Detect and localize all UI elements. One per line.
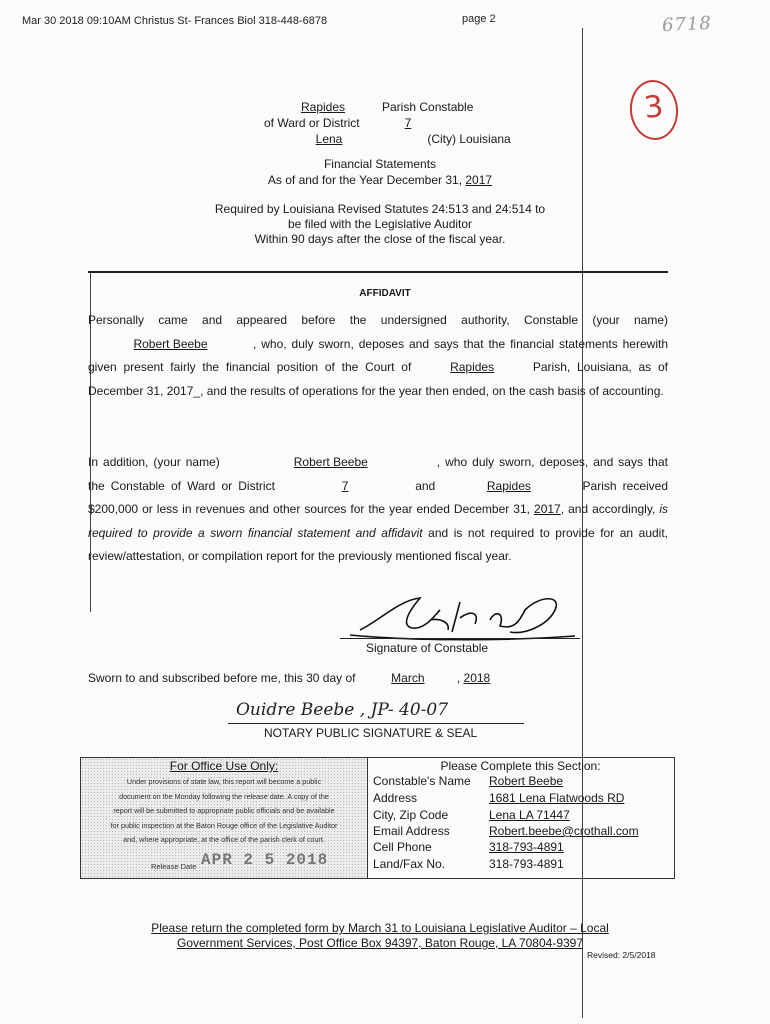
contact-value-email: Robert.beebe@crothall.com xyxy=(489,824,639,838)
affidavit-paragraph-1: Personally came and appeared before the undersigned authority, Constable (your name) Robert Beebe , who, duly sworn, deposes and says that the financial statements herewith given present fairly the financial position of the Court of Rapides Parish, Louisiana, as of December 31, 2017_, and the results of operations for the year then ended, on the cash basis of accounting. xyxy=(88,313,668,398)
contact-label-email: Email Address xyxy=(373,824,450,838)
constable-name-fill-2: Robert Beebe xyxy=(293,455,368,469)
ward-value: 7 xyxy=(404,116,412,130)
parish-label: Parish Constable xyxy=(382,100,474,114)
sworn-month: March xyxy=(391,671,425,685)
as-of-line: As of and for the Year December 31, 2017 xyxy=(267,173,493,187)
contact-label-address: Address xyxy=(373,791,418,805)
fax-header-line: Mar 30 2018 09:10AM Christus St- Frances Biol 318-448-6878 xyxy=(22,15,328,27)
office-contact-box xyxy=(80,757,675,879)
sworn-line: Sworn to and subscribed before me, this 30 day of March , 2018 xyxy=(88,671,491,685)
required-line-2: be filed with the Legislative Auditor xyxy=(287,217,473,231)
statement-year: 2017 xyxy=(465,173,493,187)
notary-label: NOTARY PUBLIC SIGNATURE & SEAL xyxy=(264,726,478,740)
handwritten-number: 6718 xyxy=(661,12,713,37)
court-parish-fill: Rapides xyxy=(450,360,495,374)
signature-label: Signature of Constable xyxy=(366,641,489,655)
office-use-notice: Under provisions of state law, this report will become a public document on the Monday following the release date. A copy of the report will be submitted to appropriate public officials and be available for public inspection at the Baton Rouge office of the Legislative Auditor and, where appropriate, at the office of the parish clerk of court. xyxy=(110,777,338,844)
office-use-panel xyxy=(81,758,368,878)
title-city-line xyxy=(234,132,511,146)
fax-page-number: page 2 xyxy=(462,13,496,25)
contact-value-name: Robert Beebe xyxy=(489,774,564,788)
section-divider xyxy=(88,271,668,273)
contact-value-city: Lena LA 71447 xyxy=(489,808,570,822)
ward-fill: 7 xyxy=(341,478,349,493)
contact-value-cell: 318-793-4891 xyxy=(489,840,564,854)
footer-instruction-line-2: Government Services, Post Office Box 94397, Baton Rouge, LA 70804-9397 xyxy=(176,936,584,950)
parish-value: Rapides xyxy=(300,100,346,114)
notary-handwritten-signature: Ouidre Beebe , JP- 40-07 xyxy=(236,700,449,720)
office-use-title: For Office Use Only: xyxy=(169,759,279,773)
ward-label: of Ward or District xyxy=(264,116,360,130)
revised-date: Revised: 2/5/2018 xyxy=(587,950,656,960)
footer-instruction-line-1: Please return the completed form by March 31 to Louisiana Legislative Auditor – Local xyxy=(151,921,609,935)
contact-label-city: City, Zip Code xyxy=(373,808,449,822)
contact-label-cell: Cell Phone xyxy=(373,840,432,854)
required-line-1: Required by Louisiana Revised Statutes 24:513 and 24:514 to xyxy=(214,202,546,216)
release-date-label: Release Date xyxy=(151,862,197,871)
year-fill: 2017 xyxy=(534,502,561,516)
contact-value-address: 1681 Lena Flatwoods RD xyxy=(489,791,625,805)
parish-fill-2: Rapides xyxy=(486,478,531,493)
required-line-3: Within 90 days after the close of the fiscal year. xyxy=(254,232,506,246)
title-ward-line xyxy=(264,116,453,130)
constable-signature-line xyxy=(340,638,580,639)
title-parish-line xyxy=(264,100,473,114)
contact-section-title: Please Complete this Section: xyxy=(440,759,601,773)
notary-signature-line xyxy=(228,723,524,724)
constable-name-fill: Robert Beebe xyxy=(133,336,208,351)
financial-statements-title: Financial Statements xyxy=(323,157,437,171)
release-date-stamp: APR 2 5 2018 xyxy=(201,851,329,869)
affidavit-heading: AFFIDAVIT xyxy=(359,288,411,299)
sworn-year: 2018 xyxy=(463,671,491,685)
city-value: Lena xyxy=(315,132,343,146)
sworn-statement-emphasis: is required to provide a sworn financial statement and affidavit xyxy=(88,502,668,540)
city-label: (City) Louisiana xyxy=(427,132,511,146)
circled-mark: 3 xyxy=(627,78,681,143)
contact-label-fax: Land/Fax No. xyxy=(373,857,446,871)
contact-value-fax: 318-793-4891 xyxy=(489,857,564,871)
affidavit-paragraph-2: In addition, (your name) Robert Beebe , who duly sworn, deposes, and says that the Constable of Ward or District 7 and Rapides Parish received $200,000 or less in revenues and other sources for the year ended December 31, 2017, and accordingly, is required to provide a sworn financial statement and affidavit and is not required to provide for an audit, review/attestation, or compilation report for the previously mentioned fiscal year. xyxy=(88,451,668,569)
contact-label-name: Constable's Name xyxy=(373,774,471,788)
